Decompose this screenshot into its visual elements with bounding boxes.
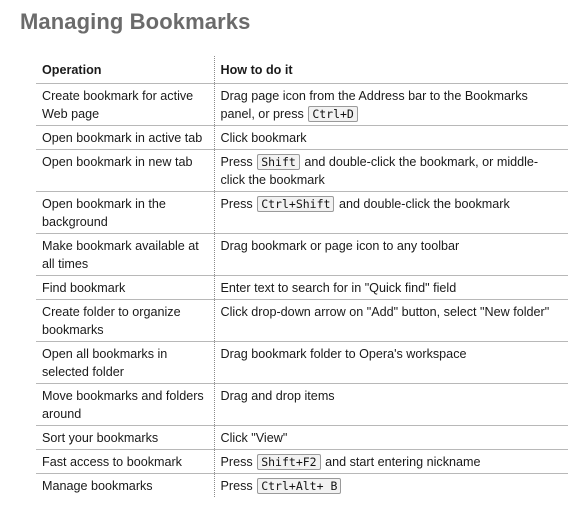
table-row (36, 426, 568, 450)
table-row (36, 342, 568, 384)
table-row (36, 474, 568, 498)
instruction-text: Press (220, 479, 257, 493)
how-to-cell (214, 384, 568, 426)
column-header-how-to: How to do it (214, 56, 568, 84)
operation-cell: Make bookmark available at all times (36, 234, 214, 276)
how-to-cell (214, 276, 568, 300)
keyboard-shortcut: Ctrl+Shift (257, 196, 334, 212)
instruction-text: and double-click the bookmark, or middle-click the bookmark (220, 155, 539, 187)
how-to-cell (214, 342, 568, 384)
operation-cell: Open bookmark in active tab (36, 126, 214, 150)
how-to-cell (214, 234, 568, 276)
operation-cell: Find bookmark (36, 276, 214, 300)
instruction-text: and start entering nickname (321, 455, 481, 469)
instruction-text: Drag and drop items (220, 389, 335, 403)
column-header-operation: Operation (36, 56, 214, 84)
instruction-text: Click drop-down arrow on "Add" button, select "New folder" (220, 305, 550, 319)
instruction-text: Press (220, 197, 257, 211)
instruction-text: Press (220, 155, 257, 169)
operation-cell: Create bookmark for active Web page (36, 84, 214, 126)
keyboard-shortcut: Shift (257, 154, 300, 170)
instruction-text: Drag bookmark or page icon to any toolbar (220, 239, 460, 253)
how-to-cell (214, 192, 568, 234)
operation-cell: Open all bookmarks in selected folder (36, 342, 214, 384)
operation-cell: Create folder to organize bookmarks (36, 300, 214, 342)
keyboard-shortcut: Shift+F2 (257, 454, 320, 470)
table-row (36, 300, 568, 342)
page-title: Managing Bookmarks (20, 9, 251, 34)
instruction-text: Drag page icon from the Address bar to the Bookmarks panel, or press (220, 89, 528, 121)
instruction-text: Enter text to search for in "Quick find" field (220, 281, 457, 295)
table-row (36, 276, 568, 300)
instruction-text: Drag bookmark folder to Opera's workspace (220, 347, 467, 361)
operation-cell: Sort your bookmarks (36, 426, 214, 450)
table-header-row (36, 56, 568, 84)
how-to-cell (214, 84, 568, 126)
how-to-cell (214, 150, 568, 192)
how-to-cell (214, 426, 568, 450)
table-row (36, 450, 568, 474)
instruction-text: Click bookmark (220, 131, 307, 145)
operation-cell: Move bookmarks and folders around (36, 384, 214, 426)
table-body (36, 84, 568, 498)
instruction-text: Press (220, 455, 257, 469)
keyboard-shortcut: Ctrl+Alt+ B (257, 478, 341, 494)
instruction-text: and double-click the bookmark (335, 197, 510, 211)
table-row (36, 84, 568, 126)
table-row (36, 384, 568, 426)
how-to-cell (214, 450, 568, 474)
table-row (36, 192, 568, 234)
how-to-cell (214, 126, 568, 150)
how-to-cell (214, 474, 568, 498)
operation-cell: Manage bookmarks (36, 474, 214, 498)
table-row (36, 234, 568, 276)
keyboard-shortcut: Ctrl+D (308, 106, 358, 122)
how-to-cell (214, 300, 568, 342)
table-row (36, 126, 568, 150)
table-row (36, 150, 568, 192)
operation-cell: Fast access to bookmark (36, 450, 214, 474)
operation-cell: Open bookmark in new tab (36, 150, 214, 192)
bookmark-operations-table (36, 56, 568, 497)
instruction-text: Click "View" (220, 431, 288, 445)
operation-cell: Open bookmark in the background (36, 192, 214, 234)
